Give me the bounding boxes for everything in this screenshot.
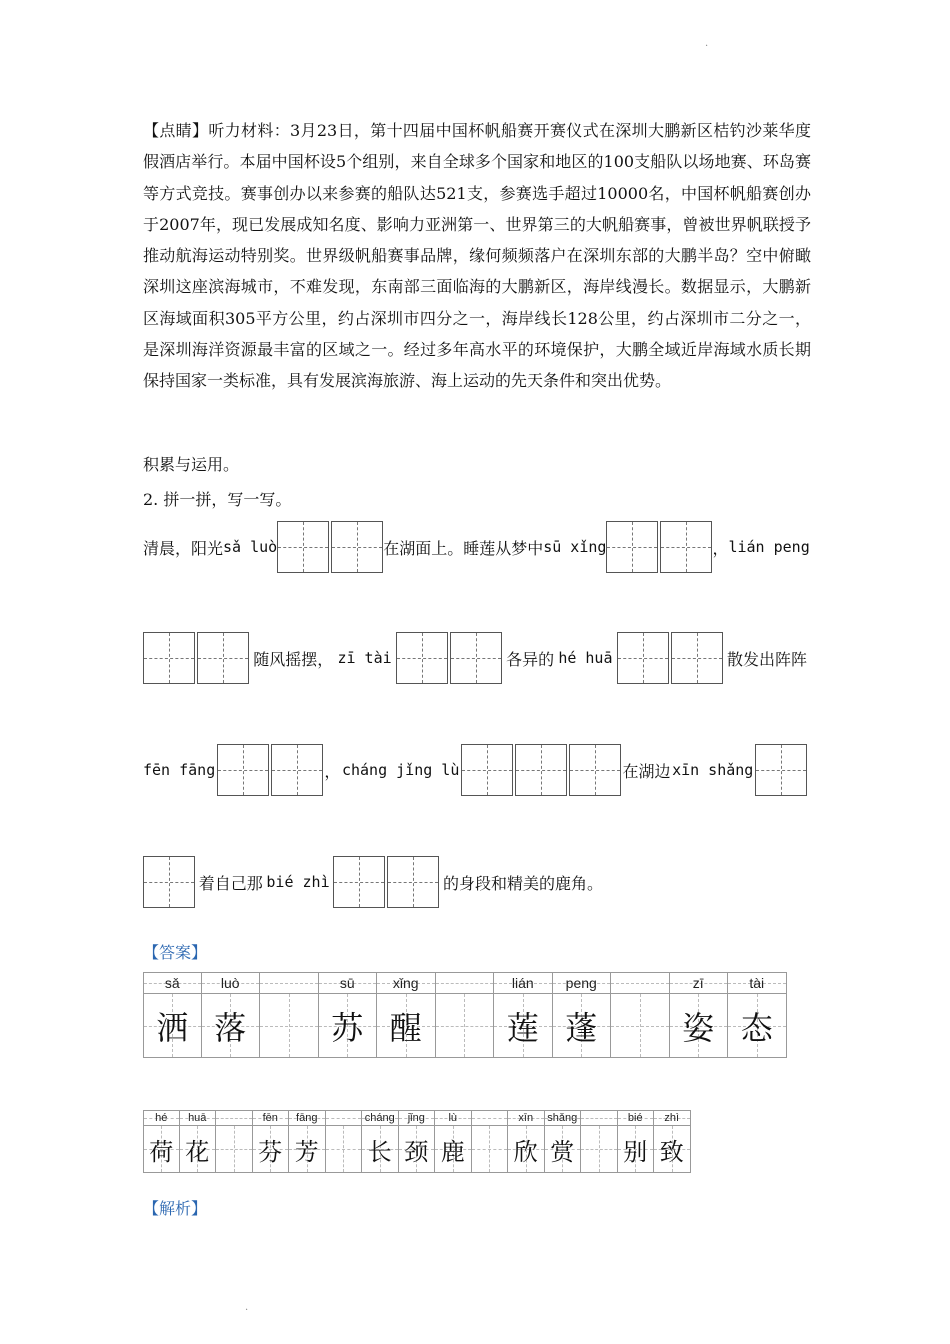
answer-cell (545, 1110, 582, 1173)
answer-box-group (396, 632, 502, 684)
answer-pinyin: zī (692, 975, 704, 991)
answer-box[interactable] (450, 632, 502, 684)
row1-text-3: ， (712, 538, 729, 558)
page-mark-top: . (705, 38, 709, 49)
answer-pinyin: fēn (262, 1112, 278, 1124)
answer-pinyin-cell (144, 972, 201, 994)
answer-pinyin: tài (749, 975, 765, 991)
row3-text-2: 在湖边 (622, 761, 671, 781)
answer-pinyin: lù (448, 1112, 458, 1124)
answer-hanzi-cell (377, 994, 435, 1058)
answer-hanzi: 苏 (331, 1008, 364, 1047)
answer-hanzi-cell (545, 1126, 581, 1173)
answer-cell (611, 972, 670, 1058)
answer-hanzi-cell (253, 1126, 289, 1173)
answer-hanzi-cell (144, 994, 201, 1058)
answer-box-group (143, 632, 249, 684)
answer-cell (494, 972, 553, 1058)
answer-box[interactable] (271, 744, 323, 796)
answer-cell (143, 972, 202, 1058)
answer-pinyin: bié (627, 1112, 643, 1124)
answer-pinyin: xīn (518, 1112, 534, 1124)
answer-hanzi-cell (216, 1126, 252, 1173)
answer-cell (260, 972, 319, 1058)
row2-pinyin-1: zī tài (337, 649, 392, 667)
answer-pinyin-cell (202, 972, 260, 994)
row3-text-1: ， (324, 761, 341, 781)
answer-box[interactable] (617, 632, 669, 684)
listening-material-paragraph: 【点睛】听力材料：3月23日，第十四届中国杯帆船赛开赛仪式在深圳大鹏新区桔钓沙莱华度假酒店举行。本届中国杯设5个组别，来自全球多个国家和地区的100支船队以场地赛、环岛赛等方式竞技。赛事创办以来参赛的船队达521支，参赛选手超过10000名，中国杯帆船赛创办于2007年，现已发展成知名度、影响力亚洲第一、世界第三的大帆船赛事，曾被世界帆联授予推动航海运动特别奖。世界级帆船赛事品牌，缘何频频落户在深圳东部的大鹏半岛？空中俯瞰深圳这座滨海城市，不难发现，东南部三面临海的大鹏新区，海岸线漫长。数据显示，大鹏新区海域面积305平方公里，约占深圳市四分之一，海岸线长128公里，约占深圳市二分之一，是深圳海洋资源最丰富的区域之一。经过多年高水平的环境保护，大鹏全域近岸海域水质长期保持国家一类标准，具有发展滨海旅游、海上运动的先天条件和突出优势。 (143, 121, 811, 391)
answer-hanzi: 洒 (156, 1008, 189, 1047)
answer-hanzi-cell (581, 1126, 617, 1173)
answer-hanzi: 姿 (682, 1008, 715, 1047)
answer-pinyin-cell (553, 972, 611, 994)
answer-cell (216, 1110, 253, 1173)
answer-pinyin-cell (326, 1110, 362, 1126)
answer-box-group (461, 744, 621, 796)
row1-text-1: 清晨，阳光 (143, 538, 224, 558)
answer-cell (399, 1110, 436, 1173)
answer-box[interactable] (277, 521, 329, 573)
answer-hanzi-cell (472, 1126, 508, 1173)
answer-hanzi-cell (180, 1126, 216, 1173)
answer-pinyin-cell (435, 1110, 471, 1126)
answer-cell (618, 1110, 655, 1173)
answer-hanzi-cell (260, 994, 318, 1058)
answer-box[interactable] (387, 856, 439, 908)
answer-pinyin-cell (508, 1110, 544, 1126)
answer-box-group (617, 632, 723, 684)
row4-text-1: 着自己那 (198, 873, 263, 893)
answer-hanzi: 致 (659, 1137, 684, 1166)
answer-box[interactable] (197, 632, 249, 684)
row1-pinyin-2: sū xǐng (543, 538, 607, 556)
fill-row-4 (143, 855, 603, 909)
answer-label: 【答案】 (143, 943, 208, 962)
answer-hanzi-cell (435, 1126, 471, 1173)
answer-cell (436, 972, 495, 1058)
answer-cell (377, 972, 436, 1058)
answer-cell (289, 1110, 326, 1173)
answer-box[interactable] (515, 744, 567, 796)
answer-cell (180, 1110, 217, 1173)
row2-text-2: 各异的 (506, 649, 555, 669)
answer-cell (253, 1110, 290, 1173)
answer-hanzi-cell (399, 1126, 435, 1173)
answer-hanzi-cell (362, 1126, 398, 1173)
answer-box-group (333, 856, 439, 908)
answer-pinyin: shǎng (547, 1112, 578, 1124)
answer-box-group (217, 744, 323, 796)
answer-box[interactable] (461, 744, 513, 796)
answer-pinyin-cell (289, 1110, 325, 1126)
row3-pinyin-2: cháng jǐng lù (341, 761, 460, 779)
answer-cell (508, 1110, 545, 1173)
answer-cell (143, 1110, 180, 1173)
answer-pinyin-cell (494, 972, 552, 994)
answer-pinyin-cell (362, 1110, 398, 1126)
answer-pinyin-cell (618, 1110, 654, 1126)
answer-pinyin-cell (670, 972, 728, 994)
answer-pinyin: sǎ (164, 975, 180, 991)
answer-box[interactable] (606, 521, 658, 573)
answer-hanzi: 落 (214, 1008, 247, 1047)
answer-hanzi-cell (436, 994, 494, 1058)
answer-pinyin-cell (611, 972, 669, 994)
answer-cell (654, 1110, 691, 1173)
answer-box-group (143, 856, 195, 908)
analysis-label: 【解析】 (143, 1199, 208, 1218)
answer-hanzi: 花 (185, 1137, 210, 1166)
answer-pinyin: xǐng (392, 975, 419, 991)
answer-box[interactable] (755, 744, 807, 796)
answer-box[interactable] (217, 744, 269, 796)
answer-cell (728, 972, 787, 1058)
row2-text-1: 随风摇摆， (253, 649, 334, 669)
answer-hanzi: 芳 (294, 1137, 319, 1166)
answer-pinyin-cell (545, 1110, 581, 1126)
answer-pinyin-cell (377, 972, 435, 994)
answer-hanzi: 欣 (513, 1137, 538, 1166)
row2-pinyin-2: hé huā (558, 649, 613, 667)
answer-hanzi-cell (728, 994, 786, 1058)
fill-row-1 (143, 520, 810, 574)
answer-hanzi-cell (553, 994, 611, 1058)
answer-pinyin-cell (319, 972, 377, 994)
answer-pinyin: sū (339, 975, 355, 991)
answer-pinyin-cell (436, 972, 494, 994)
answer-hanzi: 鹿 (440, 1137, 465, 1166)
fill-row-2 (143, 631, 807, 685)
answer-hanzi: 长 (367, 1137, 392, 1166)
answer-hanzi: 荷 (149, 1137, 174, 1166)
answer-box[interactable] (331, 521, 383, 573)
section-title: 积累与运用。 (143, 455, 240, 474)
answer-pinyin-cell (581, 1110, 617, 1126)
answer-box[interactable] (396, 632, 448, 684)
answer-hanzi-cell (618, 1126, 654, 1173)
answer-cell (319, 972, 378, 1058)
answer-box-group (277, 521, 383, 573)
answer-pinyin-cell (216, 1110, 252, 1126)
question-title: 2. 拼一拼，写一写。 (143, 490, 292, 509)
row1-pinyin-3: lián peng (728, 538, 810, 556)
answer-hanzi-cell (508, 1126, 544, 1173)
answer-pinyin: peng (565, 975, 597, 991)
answer-hanzi: 别 (623, 1137, 648, 1166)
answer-cell (202, 972, 261, 1058)
answer-pinyin-cell (654, 1110, 690, 1126)
answer-pinyin-cell (180, 1110, 216, 1126)
answer-pinyin: fāng (296, 1112, 318, 1124)
answer-pinyin: luò (220, 975, 240, 991)
row3-pinyin-3: xīn shǎng (672, 761, 754, 779)
answer-hanzi-cell (326, 1126, 362, 1173)
answer-box[interactable] (569, 744, 621, 796)
answer-hanzi: 赏 (550, 1137, 575, 1166)
answer-hanzi-cell (319, 994, 377, 1058)
answer-hanzi-cell (611, 994, 669, 1058)
answer-cell (362, 1110, 399, 1173)
answer-hanzi: 莲 (506, 1008, 539, 1047)
answer-pinyin: hé (155, 1112, 168, 1124)
answer-box[interactable] (671, 632, 723, 684)
answer-box[interactable] (333, 856, 385, 908)
answer-pinyin: huā (188, 1112, 207, 1124)
answer-hanzi-cell (494, 994, 552, 1058)
answer-box-group (755, 744, 807, 796)
answer-hanzi-cell (289, 1126, 325, 1173)
answer-hanzi-cell (670, 994, 728, 1058)
row1-text-2: 在湖面上。睡莲从梦中 (383, 538, 544, 558)
answer-hanzi: 醒 (389, 1008, 422, 1047)
answer-hanzi: 芬 (258, 1137, 283, 1166)
answer-cell (581, 1110, 618, 1173)
fill-row-3 (143, 743, 807, 797)
answer-cell (670, 972, 729, 1058)
answer-hanzi: 颈 (404, 1137, 429, 1166)
answer-pinyin-cell (728, 972, 786, 994)
answer-hanzi-cell (202, 994, 260, 1058)
answer-box[interactable] (143, 856, 195, 908)
page-mark-bottom: . (245, 1302, 249, 1313)
answer-hanzi: 蓬 (565, 1008, 598, 1047)
row4-text-2: 的身段和精美的鹿角。 (442, 873, 603, 893)
answer-box[interactable] (143, 632, 195, 684)
row3-pinyin-1: fēn fāng (143, 761, 216, 779)
row4-pinyin-1: bié zhì (266, 873, 330, 891)
answer-cell (553, 972, 612, 1058)
answer-cell (326, 1110, 363, 1173)
answer-grid-2 (143, 1110, 691, 1173)
answer-pinyin: jǐng (407, 1112, 425, 1124)
answer-cell (472, 1110, 509, 1173)
answer-box[interactable] (660, 521, 712, 573)
answer-pinyin-cell (144, 1110, 179, 1126)
answer-grid-1 (143, 972, 787, 1058)
answer-box-group (606, 521, 712, 573)
answer-pinyin: cháng (364, 1112, 395, 1124)
answer-hanzi: 态 (740, 1008, 773, 1047)
answer-pinyin-cell (472, 1110, 508, 1126)
answer-pinyin-cell (399, 1110, 435, 1126)
answer-cell (435, 1110, 472, 1173)
row2-text-3: 散发出阵阵 (726, 649, 807, 669)
answer-hanzi-cell (144, 1126, 179, 1173)
answer-pinyin-cell (253, 1110, 289, 1126)
answer-pinyin-cell (260, 972, 318, 994)
answer-pinyin: zhì (664, 1112, 680, 1124)
answer-hanzi-cell (654, 1126, 690, 1173)
row1-pinyin-1: sǎ luò (223, 538, 278, 556)
answer-pinyin: lián (511, 975, 534, 991)
